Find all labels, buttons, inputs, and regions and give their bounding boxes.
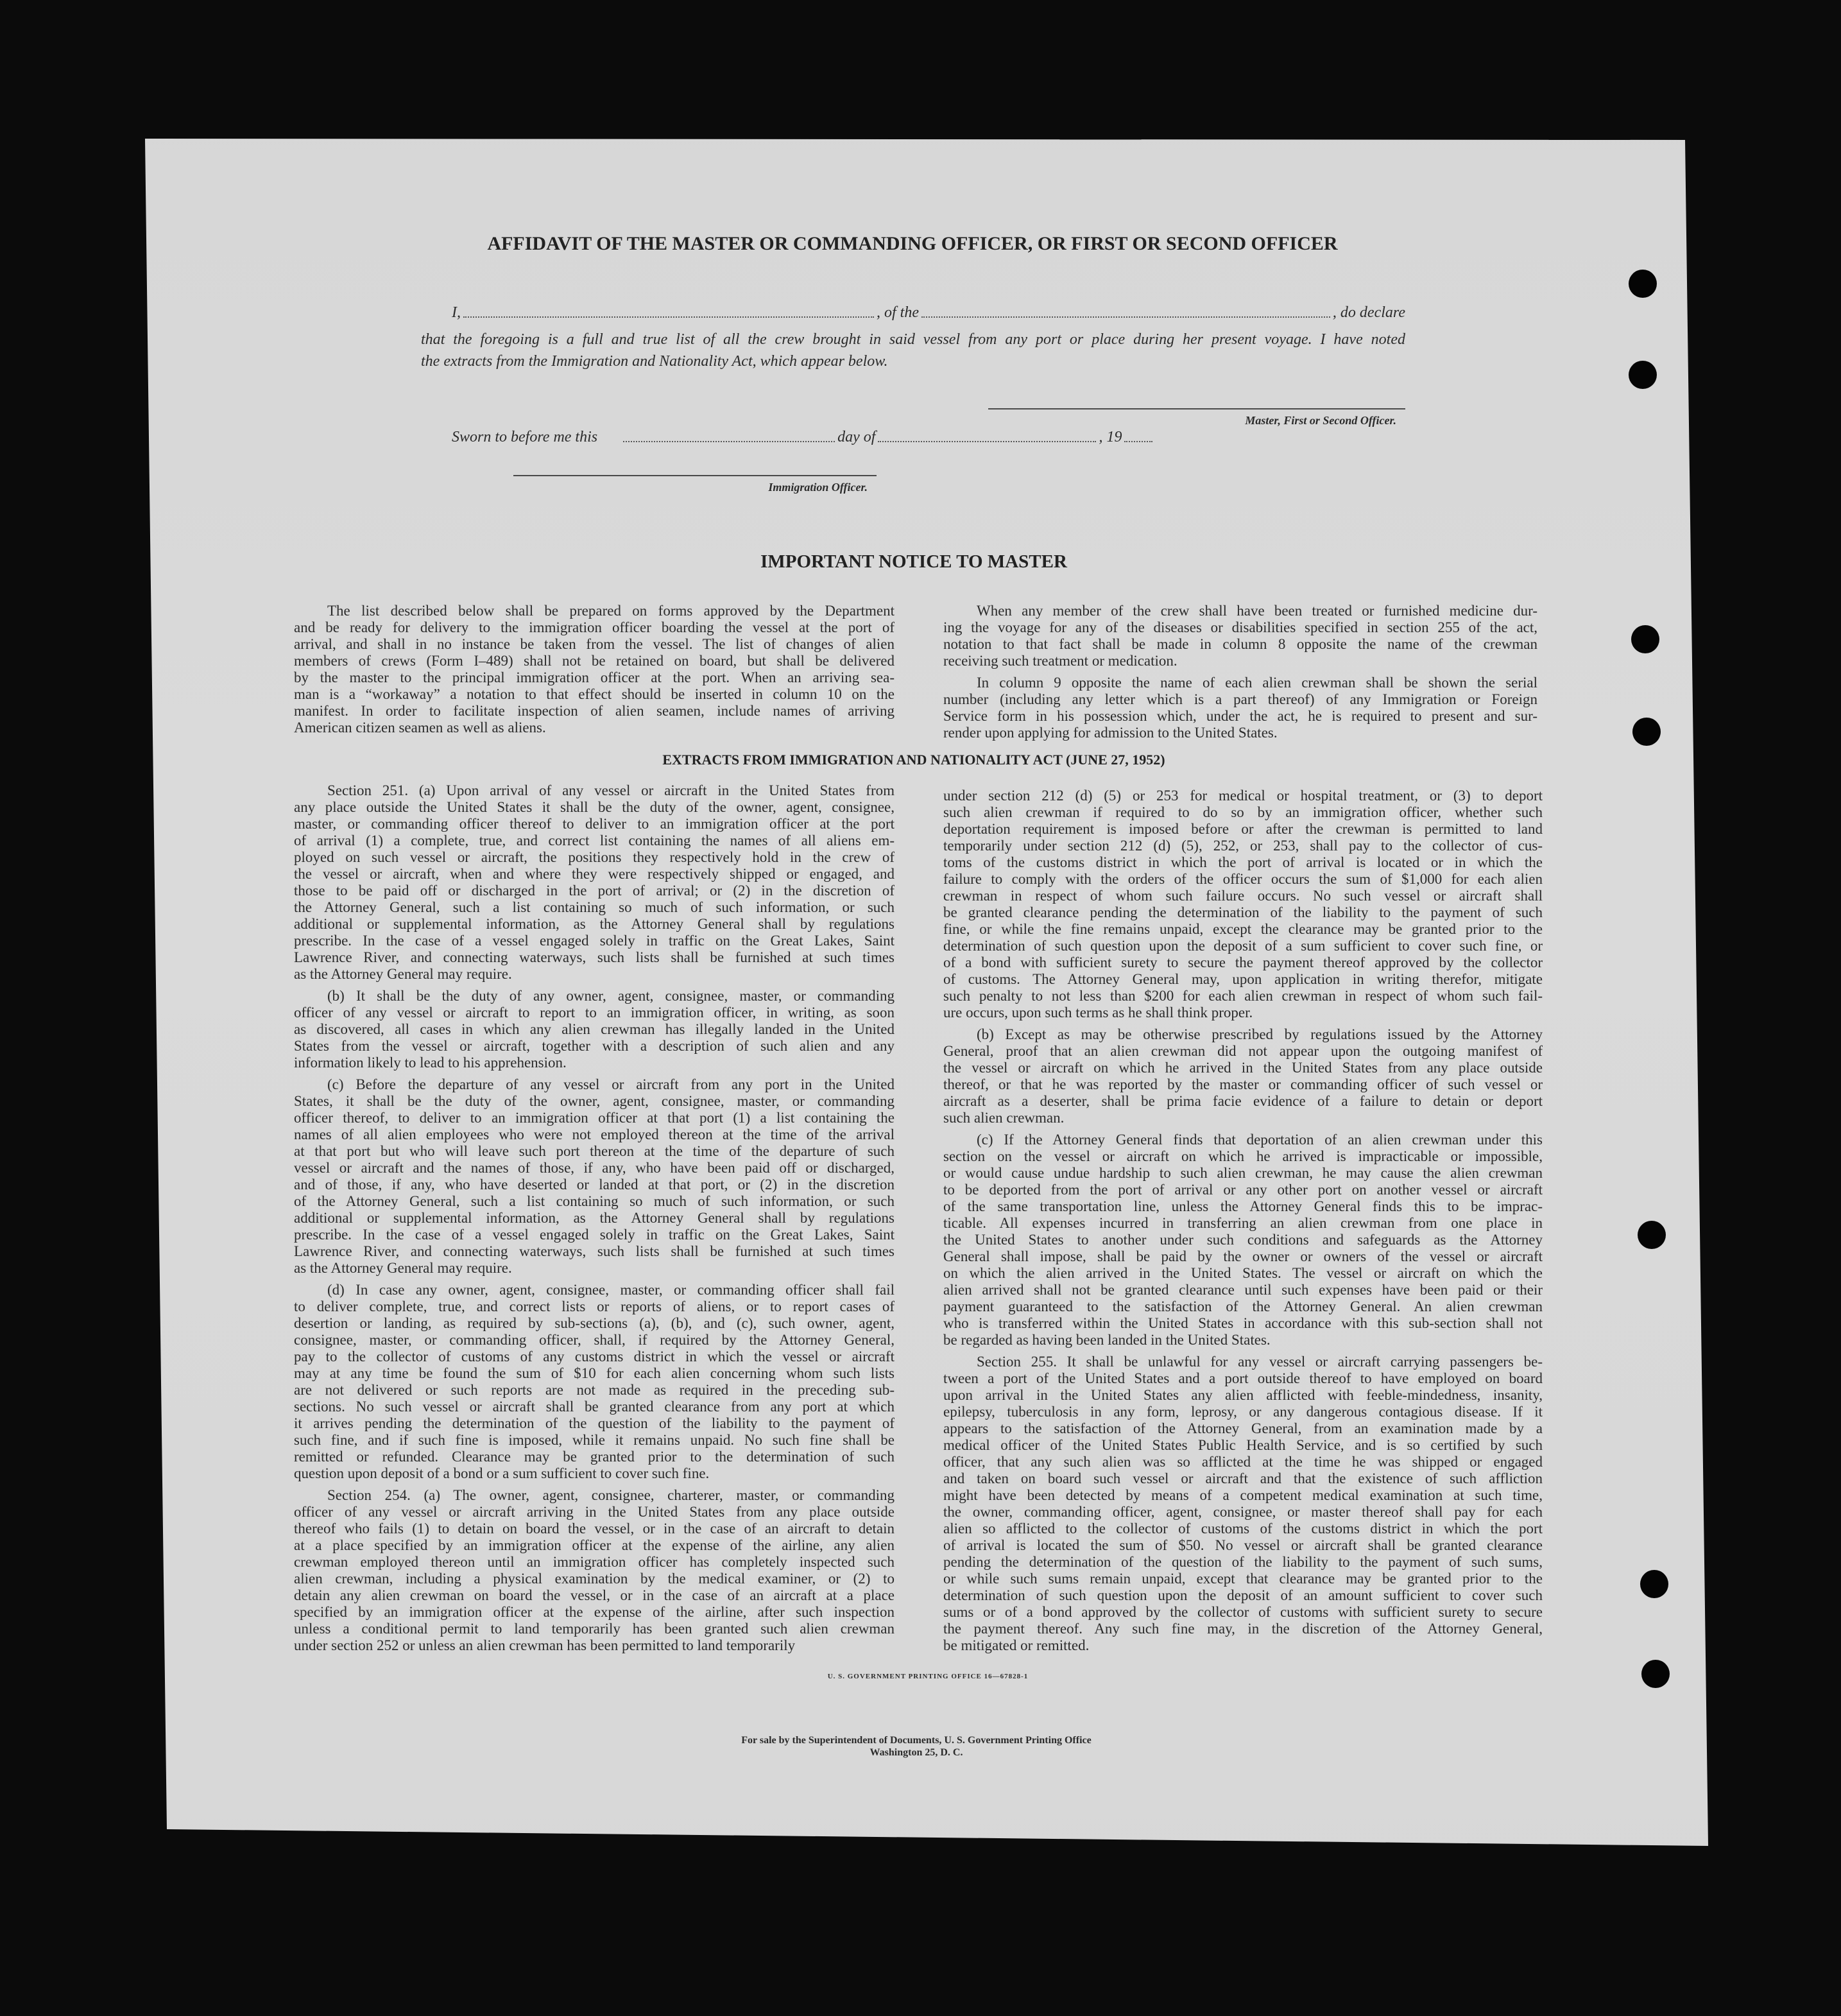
text-line: officer, that any such alien was so afflicted at the time he was shipped or engaged xyxy=(943,1454,1543,1470)
text-line: be mitigated or remitted. xyxy=(943,1637,1090,1653)
paragraph xyxy=(294,1487,895,1654)
text-line: alien so afflicted to the collector of customs of the customs district in which the port xyxy=(943,1521,1543,1537)
text-line: to be deported from the port of arrival or any other port on another vessel or aircraft xyxy=(943,1182,1543,1198)
text-line: General, proof that an alien crewman did not appear upon the outgoing manifest of xyxy=(943,1043,1543,1059)
punch-hole xyxy=(1638,1221,1666,1249)
punch-hole xyxy=(1631,625,1659,653)
text-line: (d) In case any owner, agent, consignee, master, or commanding officer shall fail xyxy=(327,1282,895,1298)
text-line: under section 212 (d) (5) or 253 for medical or hospital treatment, or (3) to deport xyxy=(943,788,1543,804)
text-line: The list described below shall be prepared on forms approved by the Department xyxy=(327,603,895,619)
text-line: might have been detected by means of a competent medical examination at such time, xyxy=(943,1487,1543,1503)
text-line: deportation requirement is imposed before or after the crewman is permitted to land xyxy=(943,821,1543,837)
text-line: Lawrence River, and connecting waterways, such lists shall be furnished at such times xyxy=(294,949,895,965)
text-line: of customs. The Attorney General may, upon application in writing therefor, mitigate xyxy=(943,971,1543,987)
paragraph xyxy=(294,1282,895,1482)
text-line: may at any time be found the sum of $10 for each alien concerning whom such lists xyxy=(294,1365,895,1381)
notice-title: IMPORTANT NOTICE TO MASTER xyxy=(760,551,1067,572)
text-line: detain any alien crewman on board the vessel, or in the case of an aircraft at a place xyxy=(294,1587,895,1603)
statement-line: that the foregoing is a full and true list of all the crew brought in said vessel from any port or place during her present voyage. I have noted xyxy=(421,331,1405,348)
text-line: notation to that fact shall be made in column 8 opposite the name of the crewman xyxy=(943,636,1537,652)
text-line: additional or supplemental information, as the Attorney General shall by regulations xyxy=(294,1210,895,1226)
punch-hole xyxy=(1632,718,1661,746)
paragraph xyxy=(943,788,1543,1021)
master-signature-line xyxy=(988,408,1405,409)
text-line: (c) Before the departure of any vessel or aircraft from any port in the United xyxy=(327,1076,895,1092)
text-line: number (including any letter which is a part thereof) of any Immigration or Foreign xyxy=(943,691,1537,707)
text-line: medical officer of the United States Public Health Service, and is so certified by such xyxy=(943,1437,1543,1453)
blank-vessel-field xyxy=(921,316,1330,318)
text-line: are not delivered or such reports are not made as required in the preceding sub- xyxy=(294,1382,895,1398)
text-line: Service form in his possession which, under the act, he is required to present and sur- xyxy=(943,708,1537,724)
paragraph xyxy=(943,675,1537,741)
text-line: fine, or while the fine remains unpaid, except the clearance may be granted prior to the xyxy=(943,921,1543,937)
sale-notice: For sale by the Superintendent of Documents, U. S. Government Printing Office xyxy=(741,1735,1092,1746)
text-line: question upon deposit of a bond or a sum sufficient to cover such fine. xyxy=(294,1465,710,1481)
text-line: additional or supplemental information, as the Attorney General shall by regulations xyxy=(294,916,895,932)
text-line: ure occurs, upon such terms as he shall think proper. xyxy=(943,1004,1253,1021)
text-line: appears to the satisfaction of the Attorney General, from an examination made by a xyxy=(943,1420,1543,1436)
text-line: (b) It shall be the duty of any owner, agent, consignee, master, or commanding xyxy=(327,988,895,1004)
sworn-day-of: day of xyxy=(837,429,876,445)
text-line: temporarily under section 212 (d) (5), 252, or 253, shall pay to the collector of cus- xyxy=(943,838,1543,854)
text-line: such alien crewman if required to do so by an immigration officer, whether such xyxy=(943,804,1543,820)
officer-signature-line xyxy=(513,475,877,476)
text-line: section on the vessel or aircraft on which he arrived is impracticable or impossible, xyxy=(943,1148,1543,1164)
paragraph xyxy=(294,603,895,736)
text-line: as the Attorney General may require. xyxy=(294,966,512,982)
text-line: members of crews (Form I–489) shall not be retained on board, but shall be delivered xyxy=(294,653,895,669)
text-line: specified by an immigration officer at the expense of the airline, after such inspection xyxy=(294,1604,895,1620)
text-line: ticable. All expenses incurred in transferring an alien crewman from one place in xyxy=(943,1215,1543,1231)
blank-name-field xyxy=(463,316,874,318)
text-line: crewman employed thereon until an immigration officer has completely inspected such xyxy=(294,1554,895,1570)
text-line: the vessel or aircraft on which he arrived in the United States from any place outside xyxy=(943,1060,1543,1076)
text-line: pay to the collector of customs of any customs district in which the vessel or aircraft xyxy=(294,1348,895,1365)
text-line: or while such sums remain unpaid, except that clearance may be granted prior to the xyxy=(943,1571,1543,1587)
text-line: States from the vessel or aircraft, together with a description of such alien and any xyxy=(294,1038,895,1054)
text-line: prescribe. In the case of a vessel engaged solely in traffic on the Great Lakes, Saint xyxy=(294,1227,895,1243)
master-signature-caption: Master, First or Second Officer. xyxy=(1245,414,1396,427)
punch-hole xyxy=(1629,361,1657,389)
text-line: When any member of the crew shall have been treated or furnished medicine dur- xyxy=(977,603,1537,619)
text-line: epilepsy, tuberculosis in any form, leprosy, or any dangerous contagious disease. If it xyxy=(943,1404,1543,1420)
text-line: crewman in respect of whom such failure occurs. No such vessel or aircraft shall xyxy=(943,888,1543,904)
notice-right-column xyxy=(943,603,1537,741)
text-line: thereof, or that he was reported by the master or commanding officer of such vessel or xyxy=(943,1076,1543,1092)
text-line: General shall impose, shall be paid by the owner or owners of the vessel or aircraft xyxy=(943,1248,1543,1264)
text-line: tween a port of the United States and a port outside thereof to have employed on board xyxy=(943,1370,1543,1386)
declare-prefix: I, xyxy=(452,304,461,321)
text-line: payment guaranteed to the satisfaction of the Attorney General. An alien crewman xyxy=(943,1298,1543,1314)
text-line: (b) Except as may be otherwise prescribed by regulations issued by the Attorney xyxy=(977,1026,1543,1042)
affidavit-title: AFFIDAVIT OF THE MASTER OR COMMANDING OFFICER, OR FIRST OR SECOND OFFICER xyxy=(487,233,1338,254)
text-line: thereof who fails (1) to detain on board the vessel, or in the case of an aircraft to detain xyxy=(294,1521,895,1537)
paragraph xyxy=(943,1354,1543,1654)
text-line: Section 255. It shall be unlawful for any vessel or aircraft carrying passengers be- xyxy=(977,1354,1543,1370)
text-line: such penalty to not less than $200 for each alien crewman in respect of whom such fail- xyxy=(943,988,1543,1004)
text-line: receiving such treatment or medication. xyxy=(943,653,1177,669)
text-line: render upon applying for admission to the United States. xyxy=(943,725,1278,741)
text-line: names of all alien employees who were not employed thereon at the time of the arrival xyxy=(294,1126,895,1142)
text-line: master, or commanding officer thereof to deliver to an immigration officer at the port xyxy=(294,816,895,832)
text-line: be regarded as having been landed in the United States. xyxy=(943,1332,1271,1348)
text-line: Lawrence River, and connecting waterways, such lists shall be furnished at such times xyxy=(294,1243,895,1259)
statement-line: the extracts from the Immigration and Nationality Act, which appear below. xyxy=(421,353,888,370)
text-line: the United States to another under such conditions and safeguards as the Attorney xyxy=(943,1232,1543,1248)
punch-hole xyxy=(1640,1570,1668,1598)
text-line: on which the alien arrived in the United States. The vessel or aircraft on which the xyxy=(943,1265,1543,1281)
text-line: toms of the customs district in which the port of arrival is located or in which the xyxy=(943,854,1543,870)
text-line: at that port but who will leave such port thereon at the time of the departure of such xyxy=(294,1143,895,1159)
text-line: as discovered, all cases in which any alien crewman has illegally landed in the United xyxy=(294,1021,895,1037)
text-line: of arrival (1) a complete, true, and correct list containing the names of all aliens em- xyxy=(294,832,895,849)
sworn-year: , 19 xyxy=(1099,429,1122,445)
sworn-line xyxy=(452,427,1177,447)
paragraph xyxy=(294,988,895,1071)
blank-year-field xyxy=(1124,441,1152,442)
text-line: aircraft as a deserter, shall be prima facie evidence of a failure to detain or deport xyxy=(943,1093,1543,1109)
text-line: American citizen seamen as well as aliens. xyxy=(294,719,546,736)
text-line: information likely to lead to his apprehension. xyxy=(294,1055,567,1071)
declare-line xyxy=(452,303,1405,322)
text-line: and taken on board such vessel or aircraft and that the existence of such affliction xyxy=(943,1470,1543,1486)
text-line: ing the voyage for any of the diseases or disabilities specified in section 255 of the act, xyxy=(943,619,1537,635)
text-line: by the master to the principal immigration officer at the port. When an arriving sea- xyxy=(294,669,895,685)
text-line: as the Attorney General may require. xyxy=(294,1260,512,1276)
text-line: of the Attorney General, such a list containing so much of such information, or such xyxy=(294,1193,895,1209)
paragraph xyxy=(943,1026,1543,1126)
text-line: States, it shall be the duty of the owner, agent, consignee, master, or commanding xyxy=(294,1093,895,1109)
text-line: unless a conditional permit to land temporarily has been granted such alien crewman xyxy=(294,1621,895,1637)
text-line: sections. No such vessel or aircraft shall be granted clearance from any port at which xyxy=(294,1399,895,1415)
extracts-title: EXTRACTS FROM IMMIGRATION AND NATIONALITY ACT (JUNE 27, 1952) xyxy=(662,752,1165,768)
officer-signature-caption: Immigration Officer. xyxy=(768,481,868,494)
text-line: remitted or refunded. Clearance may be granted prior to the determination of such xyxy=(294,1449,895,1465)
text-line: the Attorney General, such a list containing so much of such information, or such xyxy=(294,899,895,915)
text-line: the vessel or aircraft, when and where they were respectively shipped or engaged, and xyxy=(294,866,895,882)
text-line: arrival, and shall in no instance be taken from the vessel. The list of changes of alien xyxy=(294,636,895,652)
paragraph xyxy=(294,1076,895,1277)
sale-address: Washington 25, D. C. xyxy=(869,1747,963,1758)
text-line: and of those, if any, who have deserted or landed at that port, or (2) in the discretion xyxy=(294,1176,895,1193)
text-line: Section 254. (a) The owner, agent, consignee, charterer, master, or commanding xyxy=(327,1487,895,1503)
text-line: at a place specified by an immigration officer at the expense of the airline, any alien xyxy=(294,1537,895,1553)
text-line: officer of any vessel or aircraft arriving in the United States from any place outside xyxy=(294,1504,895,1520)
text-line: any place outside the United States it shall be the duty of the owner, agent, consignee, xyxy=(294,799,895,815)
text-line: to deliver complete, true, and correct lists or reports of aliens, or to report cases of xyxy=(294,1298,895,1314)
printing-office-imprint: U. S. GOVERNMENT PRINTING OFFICE 16—67828-1 xyxy=(827,1673,1029,1680)
text-line: the payment thereof. Any such fine may, in the discretion of the Attorney General, xyxy=(943,1621,1543,1637)
text-line: alien arrived shall not be granted clearance until such expenses have been paid or their xyxy=(943,1282,1543,1298)
paragraph xyxy=(294,782,895,983)
text-line: In column 9 opposite the name of each alien crewman shall be shown the serial xyxy=(977,675,1537,691)
paragraph xyxy=(943,1132,1543,1348)
text-line: prescribe. In the case of a vessel engaged solely in traffic on the Great Lakes, Saint xyxy=(294,933,895,949)
text-line: those to be paid off or discharged in the port of arrival; or (2) in the discretion of xyxy=(294,883,895,899)
text-line: it arrives pending the determination of the question of the liability to the payment of xyxy=(294,1415,895,1431)
text-line: officer thereof, to deliver to an immigration officer at that port (1) a list containing the xyxy=(294,1110,895,1126)
text-line: desertion or landing, as required by sub-sections (a), (b), and (c), such owner, agent, xyxy=(294,1315,895,1331)
text-line: of arrival is located the sum of $50. No vessel or aircraft shall be granted clearance xyxy=(943,1537,1543,1553)
punch-hole xyxy=(1641,1660,1670,1688)
declare-mid: , of the xyxy=(877,304,919,321)
text-line: of a bond with sufficient surety to secure the payment thereof approved by the collector xyxy=(943,954,1543,970)
blank-day-field xyxy=(623,441,835,442)
extracts-left-column xyxy=(294,782,895,1654)
notice-left-column xyxy=(294,603,895,736)
punch-hole xyxy=(1629,270,1657,298)
extracts-right-column xyxy=(943,788,1543,1654)
text-line: Section 251. (a) Upon arrival of any vessel or aircraft in the United States from xyxy=(327,782,895,798)
text-line: be granted clearance pending the determination of the liability to the payment of such xyxy=(943,904,1543,920)
text-line: alien crewman, including a physical examination by the medical examiner, or (2) to xyxy=(294,1571,895,1587)
text-line: or would cause undue hardship to such alien crewman, he may cause the alien crewman xyxy=(943,1165,1543,1181)
text-line: manifest. In order to facilitate inspection of alien seamen, include names of arriving xyxy=(294,703,895,719)
text-line: vessel or aircraft and the names of those, if any, who have been paid off or discharged, xyxy=(294,1160,895,1176)
text-line: ployed on such vessel or aircraft, the positions they respectively hold in the crew of xyxy=(294,849,895,865)
text-line: who is transferred within the United States in accordance with this sub-section shall not xyxy=(943,1315,1543,1331)
text-line: upon arrival in the United States any alien afflicted with feeble-mindedness, insanity, xyxy=(943,1387,1543,1403)
text-line: the owner, commanding officer, agent, consignee, or master thereof shall pay for each xyxy=(943,1504,1543,1520)
text-line: such fine, and if such fine is imposed, while it remains unpaid. No such fine shall be xyxy=(294,1432,895,1448)
sworn-prefix: Sworn to before me this xyxy=(452,429,598,445)
text-line: of the same transportation line, unless the Attorney General finds this to be imprac- xyxy=(943,1198,1543,1214)
text-line: determination of such question upon the deposit of an amount sufficient to cover such xyxy=(943,1587,1543,1603)
text-line: consignee, master, or commanding officer, shall, if required by the Attorney General, xyxy=(294,1332,895,1348)
blank-month-field xyxy=(878,441,1096,442)
text-line: (c) If the Attorney General finds that deportation of an alien crewman under this xyxy=(977,1132,1543,1148)
text-line: failure to comply with the orders of the officer occurs the sum of $1,000 for each alien xyxy=(943,871,1543,887)
text-line: officer of any vessel or aircraft to report to an immigration officer, in writing, as soon xyxy=(294,1004,895,1021)
text-line: under section 252 or unless an alien crewman has been permitted to land temporarily xyxy=(294,1637,796,1653)
text-line: man is a “workaway” a notation to that effect should be inserted in column 10 on the xyxy=(294,686,895,702)
text-line: and be ready for delivery to the immigration officer boarding the vessel at the port of xyxy=(294,619,895,635)
paragraph xyxy=(943,603,1537,669)
declare-suffix: , do declare xyxy=(1332,304,1405,321)
text-line: sums or of a bond approved by the collector of customs with sufficient surety to secure xyxy=(943,1604,1543,1620)
text-line: determination of such question upon the deposit of a sum sufficient to cover such fine, or xyxy=(943,938,1543,954)
text-line: pending the determination of the question of the liability to the payment of such sums, xyxy=(943,1554,1543,1570)
text-line: such alien crewman. xyxy=(943,1110,1065,1126)
